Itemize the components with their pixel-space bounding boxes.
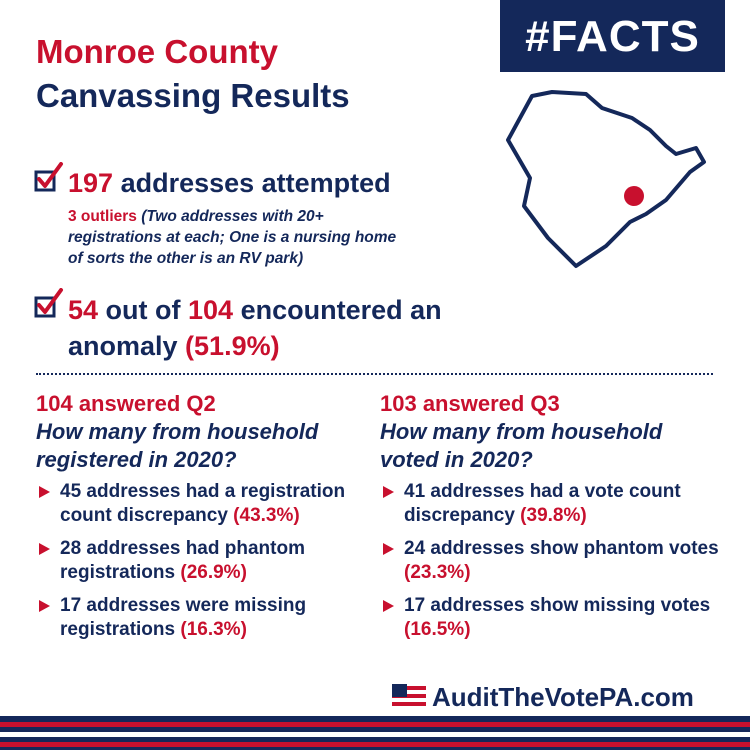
list-item: 17 addresses were missing registrations (16.3%)	[36, 594, 376, 642]
triangle-bullet-icon	[39, 543, 50, 555]
dotted-divider	[36, 373, 713, 375]
q2-list	[36, 480, 376, 642]
outliers-lead: 3 outliers	[68, 208, 142, 225]
title-line-2: Canvassing Results	[36, 77, 350, 114]
anomaly-total: 104	[188, 295, 234, 325]
list-item: 41 addresses had a vote count discrepancy (39.8%)	[380, 480, 720, 528]
list-item: 24 addresses show phantom votes (23.3%)	[380, 537, 720, 585]
outliers-detail: (Two addresses with 20+ registrations at each; One is a nursing home of sorts the other is an RV park)	[68, 208, 397, 267]
addresses-attempted	[68, 168, 391, 199]
facts-badge: #FACTS	[500, 0, 725, 72]
q3-list	[380, 480, 720, 642]
anomaly-count: 54	[68, 295, 99, 325]
flag-icon	[392, 684, 426, 710]
q3-question: How many from household voted in 2020?	[380, 419, 663, 472]
triangle-bullet-icon	[39, 600, 50, 612]
footer-logo	[392, 680, 694, 714]
attempted-label: addresses attempted	[113, 168, 391, 198]
triangle-bullet-icon	[383, 543, 394, 555]
triangle-bullet-icon	[383, 486, 394, 498]
list-item: 17 addresses show missing votes (16.5%)	[380, 594, 720, 642]
q3-section	[380, 390, 720, 651]
attempted-count: 197	[68, 168, 114, 198]
location-dot	[624, 186, 644, 206]
county-map-icon	[490, 82, 720, 272]
anomaly-stat	[68, 292, 488, 364]
q3-heading: 103 answered Q3	[380, 391, 560, 416]
q2-question: How many from household registered in 2020?	[36, 419, 319, 472]
anomaly-mid1: out of	[98, 295, 189, 325]
q2-section	[36, 390, 376, 651]
title-line-1: Monroe County	[36, 33, 278, 70]
flag-stripe-banner	[0, 716, 750, 750]
outliers-note	[68, 206, 398, 269]
list-item: 45 addresses had a registration count discrepancy (43.3%)	[36, 480, 376, 528]
anomaly-percent: (51.9%)	[185, 331, 280, 361]
website-label: AuditTheVotePA.com	[432, 681, 694, 712]
anomaly-mid2: encountered an anomaly	[68, 295, 442, 361]
page-title	[36, 30, 350, 118]
triangle-bullet-icon	[383, 600, 394, 612]
list-item: 28 addresses had phantom registrations (26.9%)	[36, 537, 376, 585]
checkbox-check-icon	[34, 162, 64, 192]
checkbox-check-icon	[34, 288, 64, 318]
q2-heading: 104 answered Q2	[36, 391, 216, 416]
triangle-bullet-icon	[39, 486, 50, 498]
